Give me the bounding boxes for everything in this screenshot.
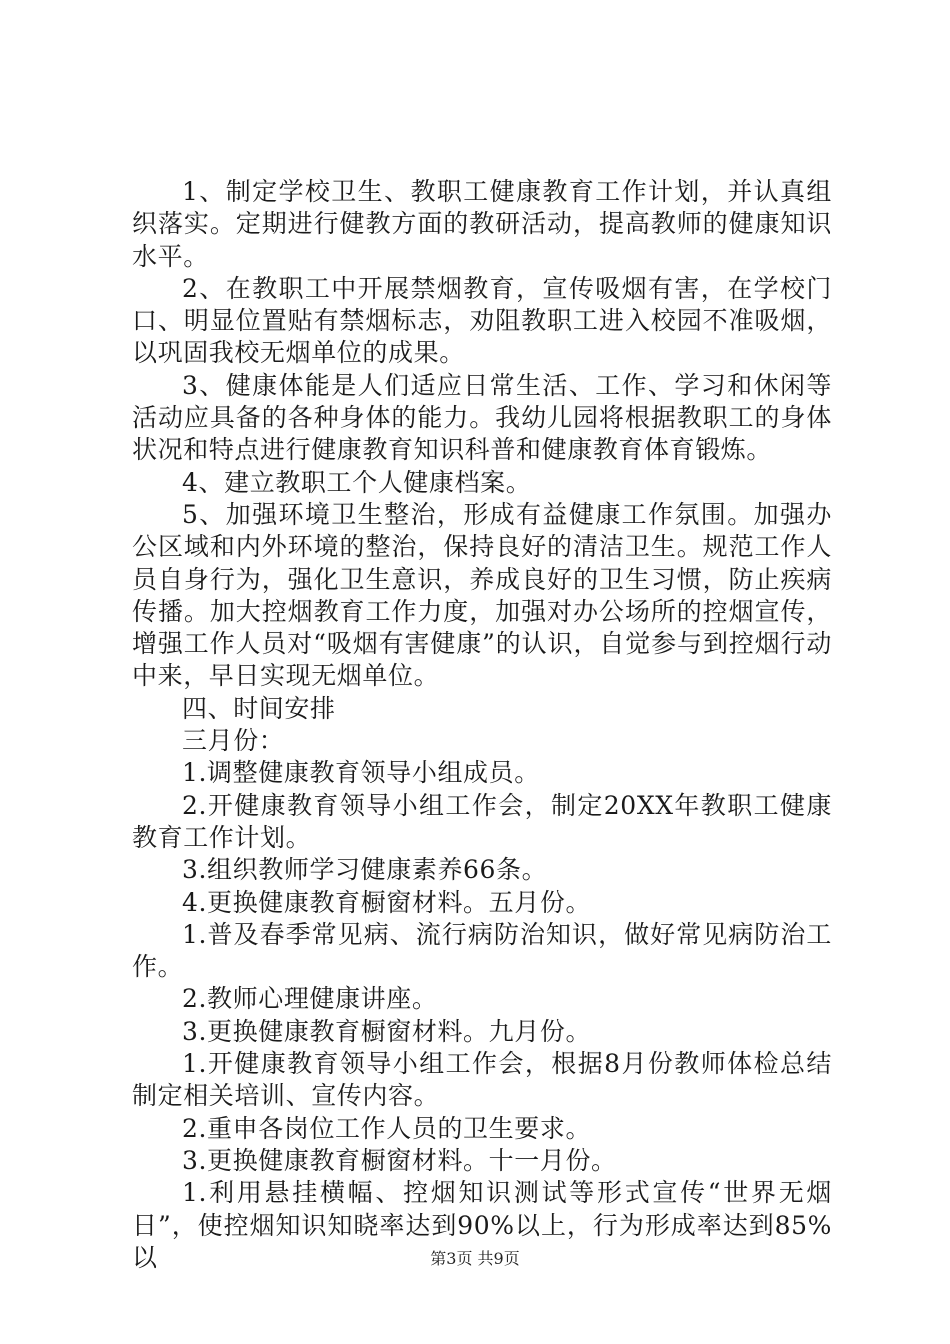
document-body (132, 176, 832, 1274)
paragraph: 4、建立教职工个人健康档案。 (182, 467, 532, 497)
list-item: 1.调整健康教育领导小组成员。 (182, 758, 540, 788)
section-heading: 四、时间安排 (182, 693, 336, 723)
page-number-label: 第3页 共9页 (430, 1249, 520, 1268)
paragraph: 2、在教职工中开展禁烟教育，宣传吸烟有害，在学校门口、明显位置贴有禁烟标志，劝阻教职工进入校园不准吸烟，以巩固我校无烟单位的成果。 (132, 273, 832, 368)
paragraph: 3、健康体能是人们适应日常生活、工作、学习和休闲等活动应具备的各种身体的能力。我幼儿园将根据教职工的身体状况和特点进行健康教育知识科普和健康教育体育锻炼。 (132, 370, 832, 465)
list-item: 2.开健康教育领导小组工作会，制定20XX年教职工健康教育工作计划。 (132, 790, 832, 852)
list-item: 2.重申各岗位工作人员的卫生要求。 (182, 1113, 592, 1143)
list-item: 1.开健康教育领导小组工作会，根据8月份教师体检总结制定相关培训、宣传内容。 (132, 1049, 832, 1111)
page-footer (0, 1249, 950, 1269)
list-item: 1.普及春季常见病、流行病防治知识，做好常见病防治工作。 (132, 919, 832, 982)
list-item: 3.更换健康教育橱窗材料。十一月份。 (182, 1145, 617, 1175)
list-item: 1.利用悬挂横幅、控烟知识测试等形式宣传“世界无烟日”，使控烟知识知晓率达到90%以上，行为形成率达到85%以 (132, 1178, 832, 1272)
list-item: 3.组织教师学习健康素养66条。 (182, 855, 548, 885)
list-item: 3.更换健康教育橱窗材料。九月份。 (182, 1016, 592, 1046)
month-heading: 三月份： (182, 726, 285, 756)
list-item: 2.教师心理健康讲座。 (182, 984, 438, 1014)
paragraph: 5、加强环境卫生整治，形成有益健康工作氛围。加强办公区域和内外环境的整治，保持良好的清洁卫生。规范工作人员自身行为，强化卫生意识，养成良好的卫生习惯，防止疾病传播。加大控烟教育工作力度，加强对办公场所的控烟宣传，增强工作人员对“吸烟有害健康”的认识，自觉参与到控烟行动中来，早日实现无烟单位。 (132, 499, 832, 691)
paragraph: 1、制定学校卫生、教职工健康教育工作计划，并认真组织落实。定期进行健教方面的教研活动，提高教师的健康知识水平。 (132, 177, 832, 271)
list-item: 4.更换健康教育橱窗材料。五月份。 (182, 887, 592, 917)
